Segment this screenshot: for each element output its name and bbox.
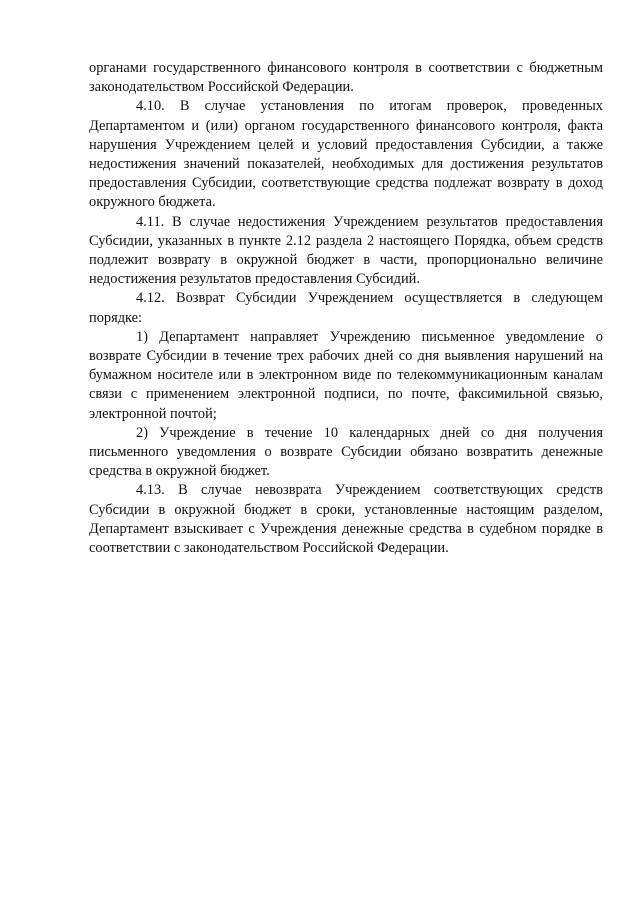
- document-page: [89, 59, 603, 558]
- paragraph-4-10: 4.10. В случае установления по итогам проверок, проведенных Департаментом и (или) органом государственного финансового контроля, факта нарушения Учреждением целей и условий предоставления Субсидии, а также недостижения значений показателей, необходимых для достижения результатов предоставления Субсидии, соответствующие средства подлежат возврату в доход окружного бюджета.: [89, 98, 603, 211]
- paragraph-4-12-item-2: 2) Учреждение в течение 10 календарных дней со дня получения письменного уведомления о возврате Субсидии обязано возвратить денежные средства в окружной бюджет.: [89, 424, 603, 480]
- paragraph-4-11: 4.11. В случае недостижения Учреждением результатов предоставления Субсидии, указанных в пункте 2.12 раздела 2 настоящего Порядка, объем средств подлежит возврату в окружной бюджет в части, пропорционально величине недостижения результатов предоставления Субсидий.: [89, 213, 603, 288]
- paragraph-4-13: 4.13. В случае невозврата Учреждением соответствующих средств Субсидии в окружной бюджет в сроки, установленные настоящим разделом, Департамент взыскивает с Учреждения денежные средства в судебном порядке в соответствии с законодательством Российской Федерации.: [89, 482, 603, 557]
- paragraph-4-12-item-1: 1) Департамент направляет Учреждению письменное уведомление о возврате Субсидии в течение трех рабочих дней со дня выявления нарушений на бумажном носителе или в электронном виде по телекоммуникационным каналам связи с применением электронной подписи, по почте, факсимильной связью, электронной почтой;: [89, 328, 603, 422]
- paragraph-4-12: 4.12. Возврат Субсидии Учреждением осуществляется в следующем порядке:: [89, 290, 603, 326]
- paragraph-continuation: органами государственного финансового контроля в соответствии с бюджетным законодательством Российской Федерации.: [89, 60, 603, 96]
